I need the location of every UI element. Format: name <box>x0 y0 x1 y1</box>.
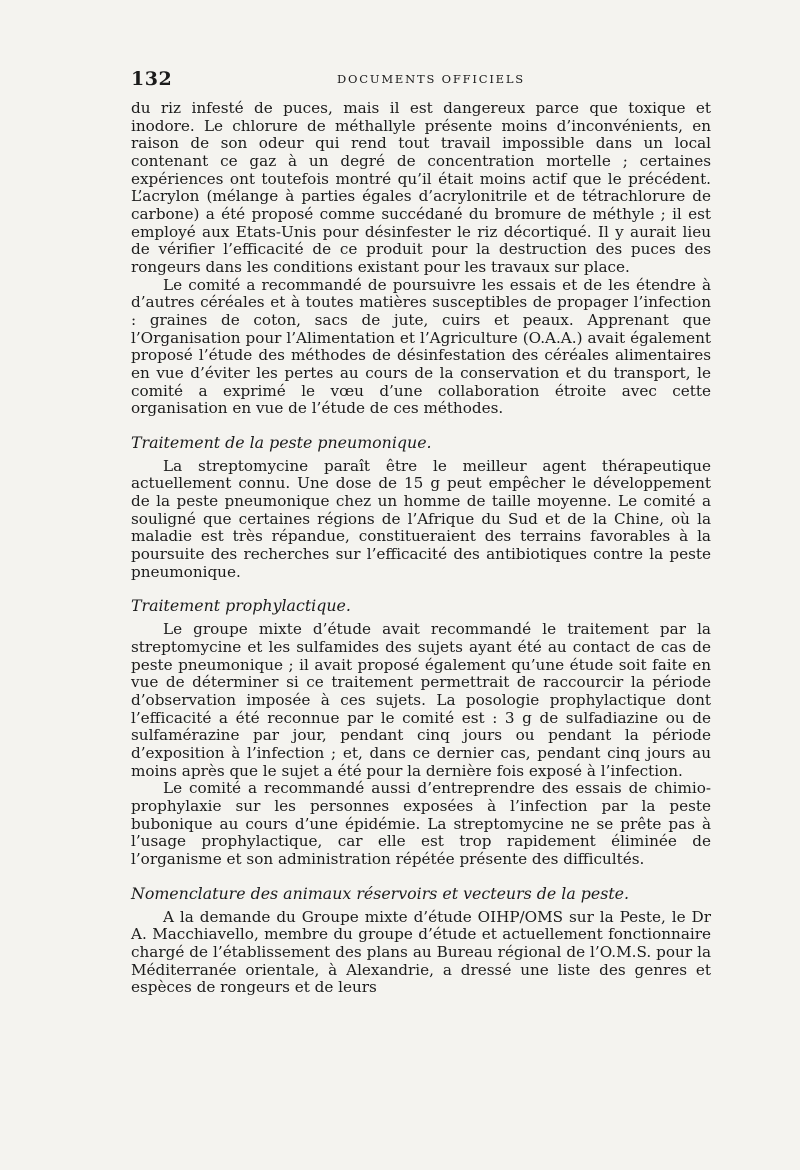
running-header <box>131 66 711 92</box>
paragraph-3: La streptomycine paraît être le meilleur agent thérapeutique actuellement connu. Une dose de 15 g peut empêcher le développement de la peste pneumonique chez un homme de taille moyenne. Le comité a souligné que certaines régions de l’Afrique du Sud et de la Chine, où la maladie est très répandue, constitueraient des terrains favorables à la poursuite des recherches sur l’efficacité des antibiotiques contre la peste pneumonique. <box>131 456 711 581</box>
text-column <box>131 66 711 997</box>
paragraph-6: A la demande du Groupe mixte d’étude OIHP/OMS sur la Peste, le Dr A. Macchiavello, membre du groupe d’étude et actuellement fonctionnaire chargé de l’établissement des plans au Bureau régional de l’O.M.S. pour la Méditerranée orientale, à Alexandrie, a dressé une liste des genres et espèces de rongeurs et de leurs <box>131 907 711 997</box>
paragraph-1: du riz infesté de puces, mais il est dangereux parce que toxique et inodore. Le chlorure de méthallyle présente moins d’inconvénients, en raison de son odeur qui rend tout travail impossible dans un local contenant ce gaz à un degré de concentration mortelle ; certaines expériences ont toutefois montré qu’il était moins actif que le précédent. L’acrylon (mélange à parties égales d’acrylonitrile et de tétrachlorure de carbone) a été proposé comme succédané du bromure de méthyle ; il est employé aux Etats-Unis pour désinfester le riz décortiqué. Il y aurait lieu de vérifier l’efficacité de ce produit pour la destruction des puces des rongeurs dans les conditions existant pour les travaux sur place. <box>131 99 711 276</box>
section-heading-prophylactic-treatment: Traitement prophylactique. <box>131 596 351 616</box>
section-heading-nomenclature: Nomenclature des animaux réservoirs et vecteurs de la peste. <box>131 883 630 903</box>
paragraph-5: Le comité a recommandé aussi d’entreprendre des essais de chimio-prophylaxie sur les personnes exposées à l’infection par la peste bubonique au cours d’une épidémie. La streptomycine ne se prête pas à l’usage prophylactique, car elle est trop rapidement éliminée de l’organisme et son administration répétée présente des difficultés. <box>131 779 711 868</box>
section-heading-pneumonic-treatment: Traitement de la peste pneumonique. <box>131 432 432 452</box>
page-number: 132 <box>131 68 173 90</box>
paragraph-2: Le comité a recommandé de poursuivre les essais et de les étendre à d’autres céréales et à toutes matières susceptibles de propager l’infection : graines de coton, sacs de jute, cuirs et peaux. Apprenant que l’Organisation pour l’Alimentation et l’Agriculture (O.A.A.) avait également proposé l’étude des méthodes de désinfestation des céréales alimentaires en vue d’éviter les pertes au cours de la conservation et du transport, le comité a exprimé le vœu d’une collaboration étroite avec cette organisation en vue de l’étude de ces méthodes. <box>131 275 711 418</box>
running-title: DOCUMENTS OFFICIELS <box>337 72 525 86</box>
paragraph-4: Le groupe mixte d’étude avait recommandé le traitement par la streptomycine et les sulfamides des sujets ayant été au contact de cas de peste pneumonique ; il avait proposé également qu’une étude soit faite en vue de déterminer si ce traitement permettrait de raccourcir la période d’observation imposée à ces sujets. La posologie prophylactique dont l’efficacité a été reconnue par le comité est : 3 g de sulfadiazine ou de sulfamérazine par jour, pendant cinq jours ou pendant la période d’exposition à l’infection ; et, dans ce dernier cas, pendant cinq jours au moins après que le sujet a été pour la dernière fois exposé à l’infection. <box>131 620 711 780</box>
